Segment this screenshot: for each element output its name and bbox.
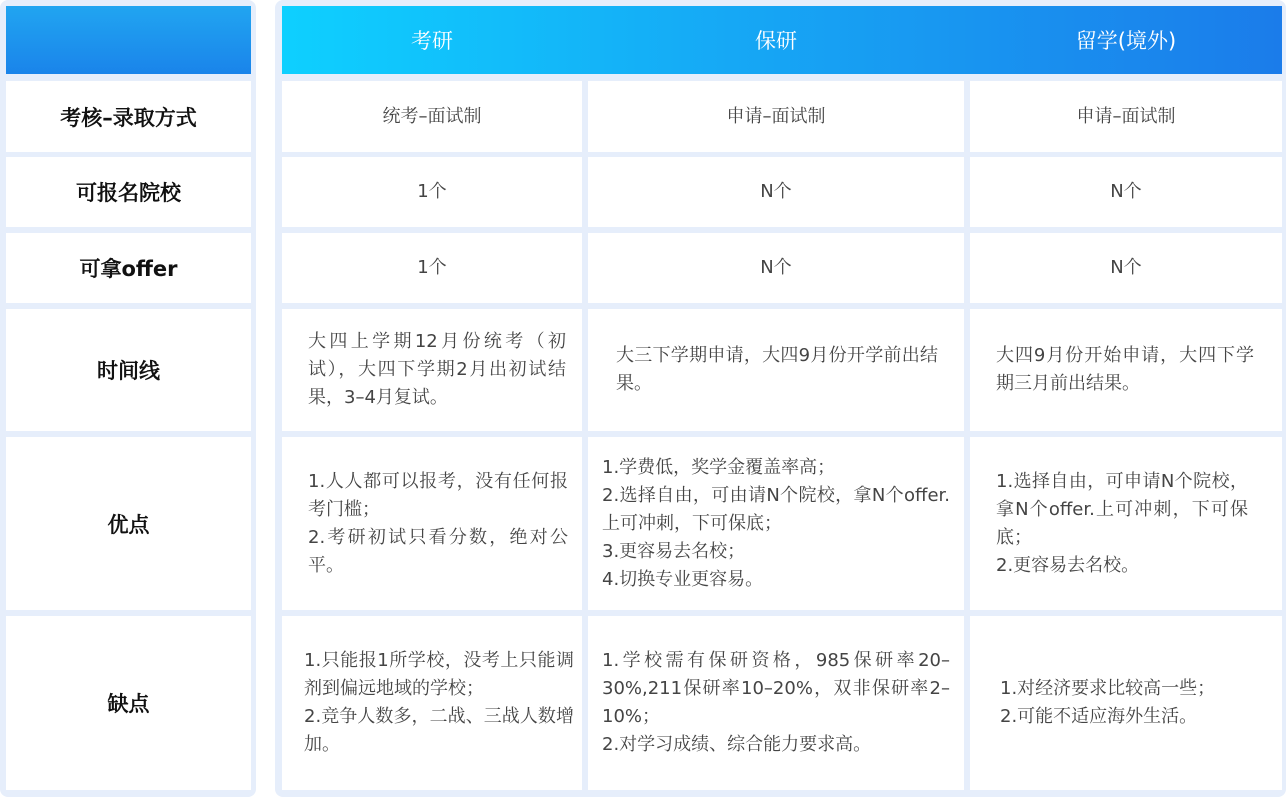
cell-text: 1.人人都可以报考，没有任何报考门槛； 2.考研初试只看分数，绝对公平。 <box>308 470 568 576</box>
row-label-assessment: 考核–录取方式 <box>6 81 251 152</box>
header-corner-cell <box>6 6 251 74</box>
cell-offers-kaoyan <box>282 233 582 303</box>
cell-text: 1.对经济要求比较高一些； 2.可能不适应海外生活。 <box>1000 678 1216 727</box>
cell-text: 1个 <box>417 257 447 278</box>
row-label-timeline: 时间线 <box>6 309 251 431</box>
cell-advantages-baoyan <box>588 437 964 610</box>
cell-text: 1.只能报1所学校，没考上只能调剂到偏远地域的学校； 2.竞争人数多，二战、三战人数增加。 <box>304 650 574 755</box>
header-col-liuxue: 留学(境外) <box>1075 29 1177 53</box>
cell-text: 申请–面试制 <box>726 105 826 127</box>
cell-text: N个 <box>760 181 792 202</box>
cell-disadvantages-liuxue <box>970 616 1282 790</box>
cell-text: 大三下学期申请，大四9月份开学前出结果。 <box>616 345 938 394</box>
cell-schools-liuxue <box>970 157 1282 227</box>
cell-timeline-liuxue <box>970 309 1282 431</box>
cell-text: 1个 <box>417 181 447 202</box>
row-label-disadvantages: 缺点 <box>6 616 251 790</box>
cell-text: 申请–面试制 <box>1076 105 1176 127</box>
cell-text: 大四9月份开始申请，大四下学期三月前出结果。 <box>996 345 1254 394</box>
cell-text: 大四上学期12月份统考（初试），大四下学期2月出初试结果，3–4月复试。 <box>308 331 566 408</box>
cell-text: 1.选择自由，可申请N个院校，拿N个offer.上可冲刺，下可保底； 2.更容易去名校。 <box>996 470 1248 576</box>
cell-timeline-kaoyan <box>282 309 582 431</box>
cell-schools-kaoyan <box>282 157 582 227</box>
cell-advantages-kaoyan <box>282 437 582 610</box>
cell-disadvantages-baoyan <box>588 616 964 790</box>
cell-text: N个 <box>1110 181 1142 202</box>
cell-text: 1.学费低，奖学金覆盖率高； 2.选择自由，可由请N个院校，拿N个offer.上可冲刺，下可保底； 3.更容易去名校； 4.切换专业更容易。 <box>602 456 950 590</box>
cell-assessment-liuxue <box>970 81 1282 152</box>
cell-advantages-liuxue <box>970 437 1282 610</box>
cell-schools-baoyan <box>588 157 964 227</box>
cell-text: 统考–面试制 <box>382 105 482 127</box>
header-col-kaoyan: 考研 <box>411 29 453 53</box>
cell-offers-liuxue <box>970 233 1282 303</box>
cell-timeline-baoyan <box>588 309 964 431</box>
cell-disadvantages-kaoyan <box>282 616 582 790</box>
cell-text: N个 <box>1110 257 1142 278</box>
cell-text: N个 <box>760 257 792 278</box>
cell-text: 1.学校需有保研资格，985保研率20–30%,211保研率10–20%，双非保研率2–10%； 2.对学习成绩、综合能力要求高。 <box>602 650 950 755</box>
header-col-baoyan: 保研 <box>755 29 797 53</box>
cell-offers-baoyan <box>588 233 964 303</box>
cell-assessment-kaoyan <box>282 81 582 152</box>
row-label-advantages: 优点 <box>6 437 251 610</box>
cell-assessment-baoyan <box>588 81 964 152</box>
row-label-offers: 可拿offer <box>6 233 251 303</box>
row-label-schools: 可报名院校 <box>6 157 251 227</box>
